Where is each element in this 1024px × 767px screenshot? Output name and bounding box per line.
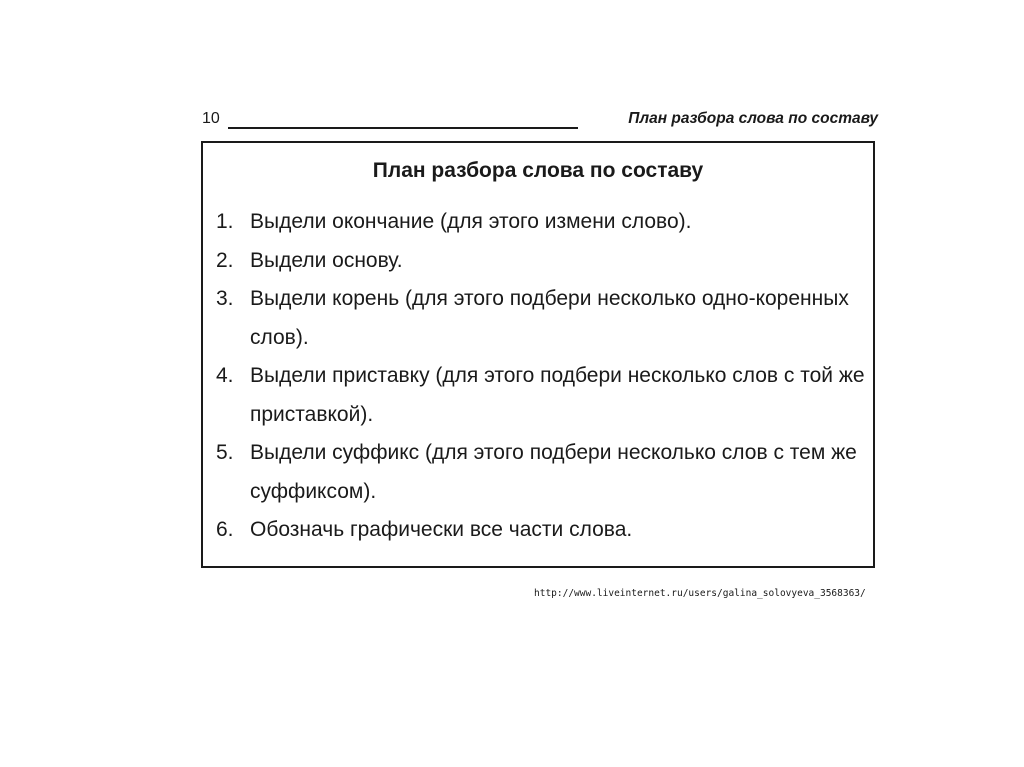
step-text: Выдели основу. — [250, 248, 403, 272]
step-text: Обозначь графически все части слова. — [250, 518, 633, 541]
step-item — [216, 203, 866, 242]
header-title: План разбора слова по составу — [628, 110, 878, 127]
step-item — [216, 511, 866, 550]
step-number: 5. — [216, 441, 234, 464]
step-number: 1. — [216, 210, 234, 233]
page-header — [202, 108, 878, 134]
step-number: 6. — [216, 518, 234, 541]
plan-title: План разбора слова по составу — [372, 159, 704, 182]
step-text: Выдели корень (для этого подбери несколько одно-коренных слов). — [250, 287, 849, 349]
plan-box — [201, 141, 875, 568]
step-item — [216, 434, 866, 511]
step-number: 3. — [216, 287, 234, 310]
steps-list — [216, 203, 866, 550]
step-text: Выдели окончание (для этого измени слово). — [250, 210, 692, 233]
step-text: Выдели приставку (для этого подбери несколько слов с той же приставкой). — [250, 364, 865, 426]
step-item — [216, 357, 866, 434]
page-number: 10 — [202, 110, 220, 127]
step-text: Выдели суффикс (для этого подбери несколько слов с тем же суффиксом). — [250, 441, 857, 503]
step-number: 4. — [216, 364, 234, 387]
header-rule — [228, 127, 578, 129]
step-number: 2. — [216, 248, 234, 272]
step-item — [216, 280, 866, 357]
step-item — [216, 242, 866, 281]
source-url: http://www.liveinternet.ru/users/galina_solovyeva_3568363/ — [534, 588, 866, 599]
